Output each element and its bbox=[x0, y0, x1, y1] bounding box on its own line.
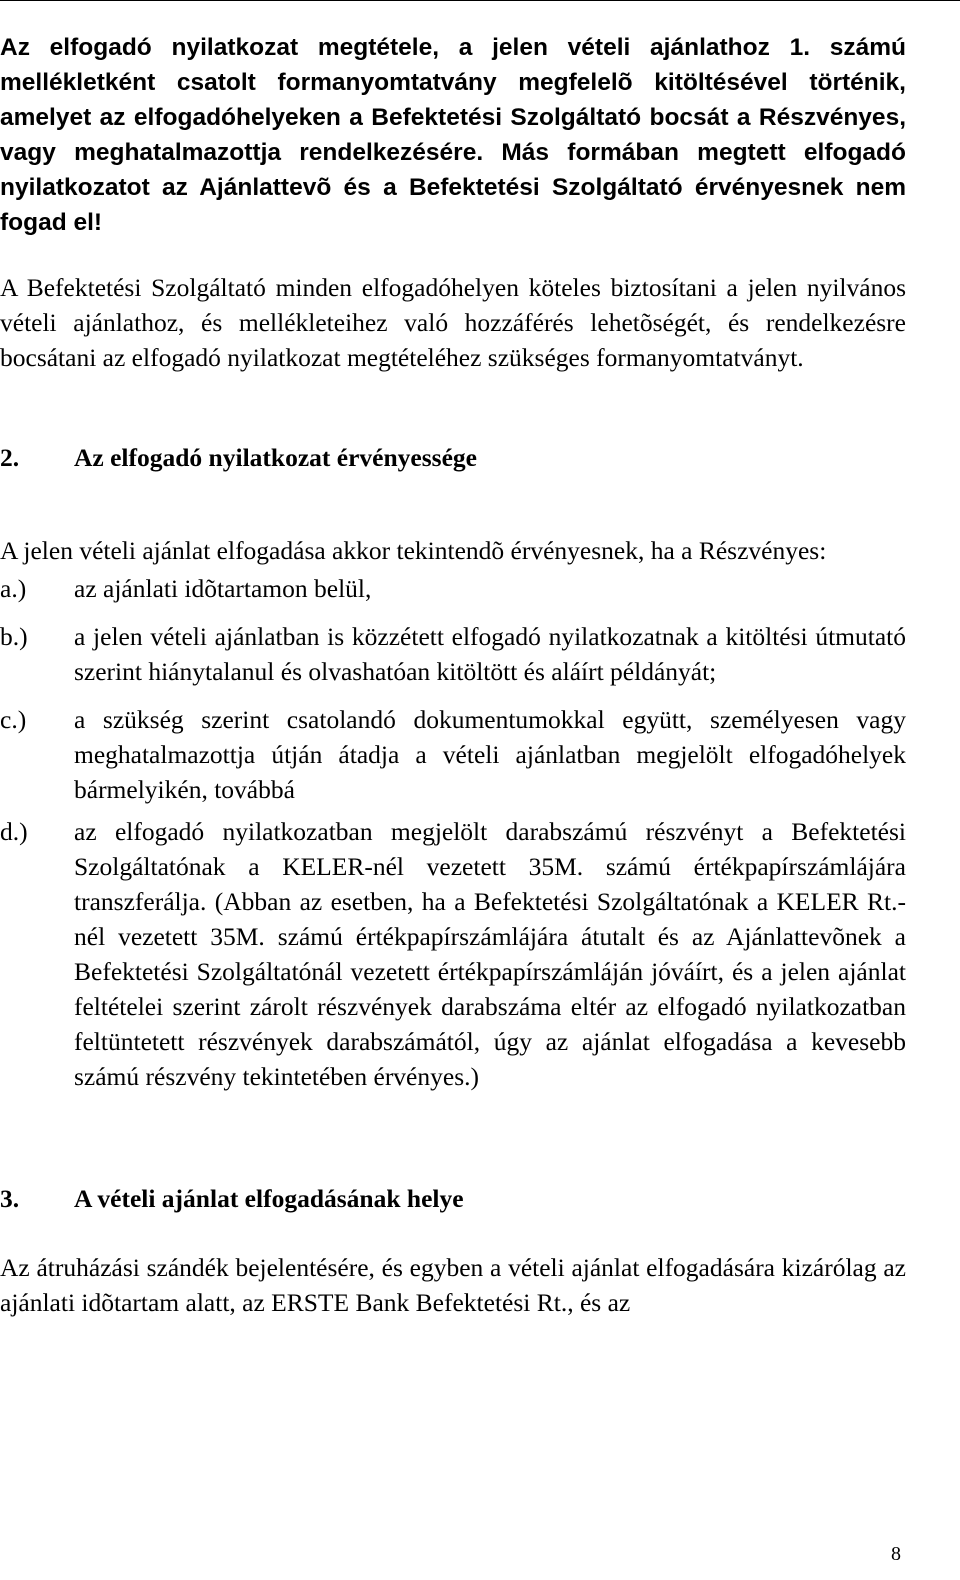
acceptance-form-paragraph: Az elfogadó nyilatkozat megtétele, a jelen vételi ajánlathoz 1. számú mellékletként csatolt formanyomtatvány megfelelõ kitöltésével történik, amelyet az elfogadóhelyeken a Befektetési Szolgáltató bocsát a Részvényes, vagy meghatalmazottja rendelkezésére. Más formában megtett elfogadó nyilatkozatot az Ajánlattevõ és a Befektetési Szolgáltató érvényesnek nem fogad el! bbox=[0, 34, 906, 236]
service-provider-paragraph: A Befektetési Szolgáltató minden elfogadóhelyen köteles biztosítani a jelen nyilvános vételi ajánlathoz, és mellékleteihez való hozzáférés lehetõségét, és rendelkezésre bocsátani az elfogadó nyilatkozat megtételéhez szükséges formanyomtatványt. bbox=[0, 273, 906, 372]
validity-conditions-list bbox=[0, 571, 906, 1094]
list-marker: d.) bbox=[0, 817, 28, 846]
list-item bbox=[0, 814, 906, 1094]
list-marker: c.) bbox=[0, 705, 27, 734]
section-2-title: Az elfogadó nyilatkozat érvényessége bbox=[74, 443, 477, 472]
list-item-text: a jelen vételi ajánlatban is közzétett elfogadó nyilatkozatnak a kitöltési útmutató szerint hiánytalanul és olvashatóan kitöltött és aláírt példányát; bbox=[74, 622, 906, 686]
section-3-number: 3. bbox=[0, 1184, 20, 1213]
list-item bbox=[0, 571, 906, 606]
section-3-heading bbox=[0, 1181, 906, 1216]
top-rule bbox=[0, 0, 960, 1]
list-item bbox=[0, 702, 906, 807]
list-marker: a.) bbox=[0, 574, 27, 603]
page-number: 8 bbox=[891, 1543, 901, 1565]
section-2-number: 2. bbox=[0, 443, 20, 472]
section-2-intro: A jelen vételi ajánlat elfogadása akkor tekintendõ érvényesnek, ha a Részvényes: bbox=[0, 536, 827, 565]
document-page bbox=[0, 30, 906, 1320]
list-item-text: az ajánlati idõtartamon belül, bbox=[74, 574, 372, 603]
list-marker: b.) bbox=[0, 622, 28, 651]
list-item-text: az elfogadó nyilatkozatban megjelölt darabszámú részvényt a Befektetési Szolgáltatónak a KELER-nél vezetett 35M. számú értékpapírszámlájára transzferálja. (Abban az esetben, ha a Befektetési Szolgáltatónak a KELER Rt.-nél vezetett 35M. számú értékpapírszámlájára átutalt és az Ajánlattevõnek a Befektetési Szolgáltatónál vezetett értékpapírszámláján jóváírt, és a jelen ajánlat feltételei szerint zárolt részvények darabszáma eltér az elfogadó nyilatkozatban feltüntetett részvények darabszámától, úgy az ajánlat elfogadása a kevesebb számú részvény tekintetében érvényes.) bbox=[74, 817, 906, 1091]
list-item-text: a szükség szerint csatolandó dokumentumokkal együtt, személyesen vagy meghatalmazottja útján átadja a vételi ajánlatban megjelölt elfogadóhelyek bármelyikén, továbbá bbox=[74, 705, 906, 804]
list-item bbox=[0, 619, 906, 689]
section-3-paragraph: Az átruházási szándék bejelentésére, és egyben a vételi ajánlat elfogadására kizárólag az ajánlati idõtartam alatt, az ERSTE Bank Befektetési Rt., és az bbox=[0, 1253, 906, 1317]
section-3-title: A vételi ajánlat elfogadásának helye bbox=[74, 1184, 464, 1213]
section-2-heading bbox=[0, 440, 906, 475]
